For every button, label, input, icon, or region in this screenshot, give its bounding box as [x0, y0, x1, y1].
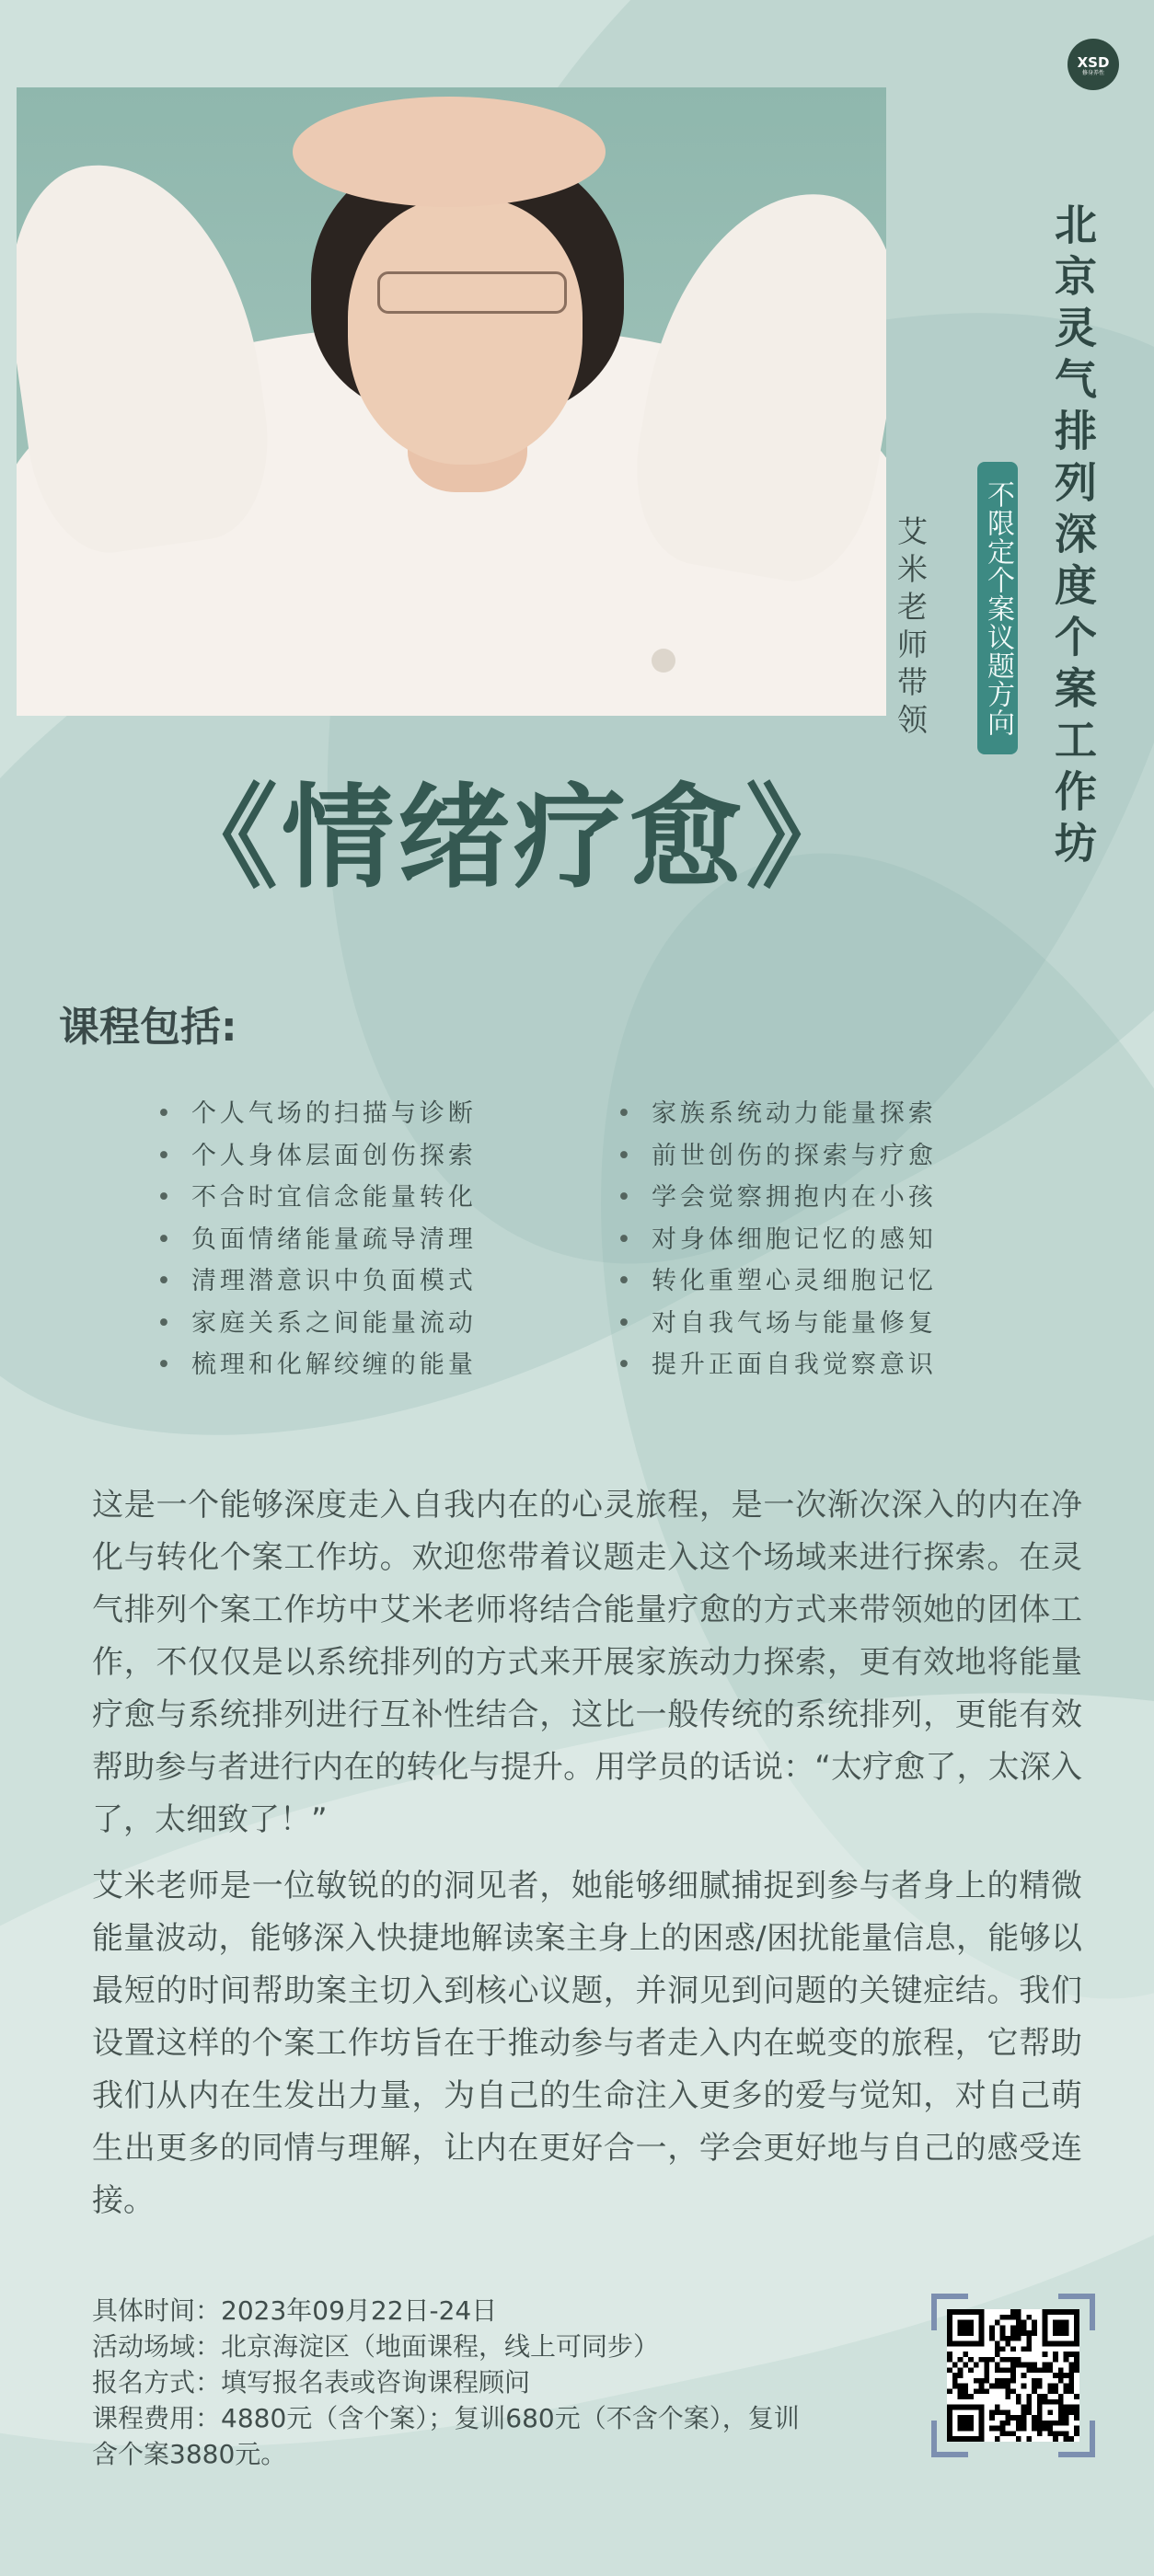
list-item: • 对自我气场与能量修复	[617, 1303, 937, 1345]
list-item: • 梳理和化解绞缠的能量	[156, 1344, 477, 1386]
topic-tag: 不限定个案议题方向	[977, 462, 1018, 754]
event-fee: 课程费用：4880元（含个案）；复训680元（不含个案），复训含个案3880元。	[92, 2403, 800, 2469]
intro-paragraph: 这是一个能够深度走入自我内在的心灵旅程，是一次渐次深入的内在净化与转化个案工作坊。欢迎您带着议题走入这个场域来进行探索。在灵气排列个案工作坊中艾米老师将结合能量疗愈的方式来带领她的团体工作，不仅仅是以系统排列的方式来开展家族动力探索，更有效地将能量疗愈与系统排列进行互补性结合，这比一般传统的系统排列，更能有效帮助参与者进行内在的转化与提升。用学员的话说：“太疗愈了，太深入了，太细致了！”	[92, 1487, 1082, 1838]
event-info	[92, 2293, 819, 2472]
list-item: • 清理潜意识中负面模式	[156, 1260, 477, 1303]
brand-logo	[1067, 39, 1119, 90]
main-title: 《情绪疗愈》	[166, 771, 861, 903]
event-time: 具体时间：2023年09月22日-24日	[92, 2295, 498, 2326]
list-item: • 家族系统动力能量探索	[617, 1093, 937, 1135]
list-item: • 学会觉察拥抱内在小孩	[617, 1177, 937, 1219]
teacher-photo	[17, 87, 886, 716]
list-item: • 提升正面自我觉察意识	[617, 1344, 937, 1386]
course-heading: 课程包括:	[59, 1004, 237, 1051]
course-list-left	[156, 1093, 477, 1386]
logo-subtext: 修身养性	[1081, 70, 1104, 76]
list-item: • 个人气场的扫描与诊断	[156, 1093, 477, 1135]
list-item: • 家庭关系之间能量流动	[156, 1303, 477, 1345]
list-item: • 个人身体层面创伤探索	[156, 1135, 477, 1178]
teacher-paragraph: 艾米老师是一位敏锐的的洞见者，她能够细腻捕捉到参与者身上的精微能量波动，能够深入快捷地解读案主身上的困惑/困扰能量信息，能够以最短的时间帮助案主切入到核心议题，并洞见到问题的关键症结。我们设置这样的个案工作坊旨在于推动参与者走入内在蜕变的旅程，它帮助我们从内在生发出力量，为自己的生命注入更多的爱与觉知，对自己萌生出更多的同情与理解，让内在更好合一，学会更好地与自己的感受连接。	[92, 1868, 1082, 2219]
event-signup: 报名方式：填写报名表或咨询课程顾问	[92, 2367, 531, 2398]
qr-code[interactable]	[931, 2294, 1095, 2457]
teacher-label: 艾米老师带领	[893, 515, 929, 742]
list-item: • 负面情绪能量疏导清理	[156, 1219, 477, 1261]
workshop-title: 北京灵气排列深度个案工作坊	[1048, 202, 1098, 872]
course-list-right	[617, 1093, 937, 1386]
event-venue: 活动场域：北京海淀区（地面课程，线上可同步）	[92, 2331, 660, 2362]
qr-code-image	[947, 2309, 1079, 2442]
list-item: • 对身体细胞记忆的感知	[617, 1219, 937, 1261]
list-item: • 前世创伤的探索与疗愈	[617, 1135, 937, 1178]
list-item: • 转化重塑心灵细胞记忆	[617, 1260, 937, 1303]
list-item: • 不合时宜信念能量转化	[156, 1177, 477, 1219]
logo-text: XSD	[1077, 54, 1110, 71]
